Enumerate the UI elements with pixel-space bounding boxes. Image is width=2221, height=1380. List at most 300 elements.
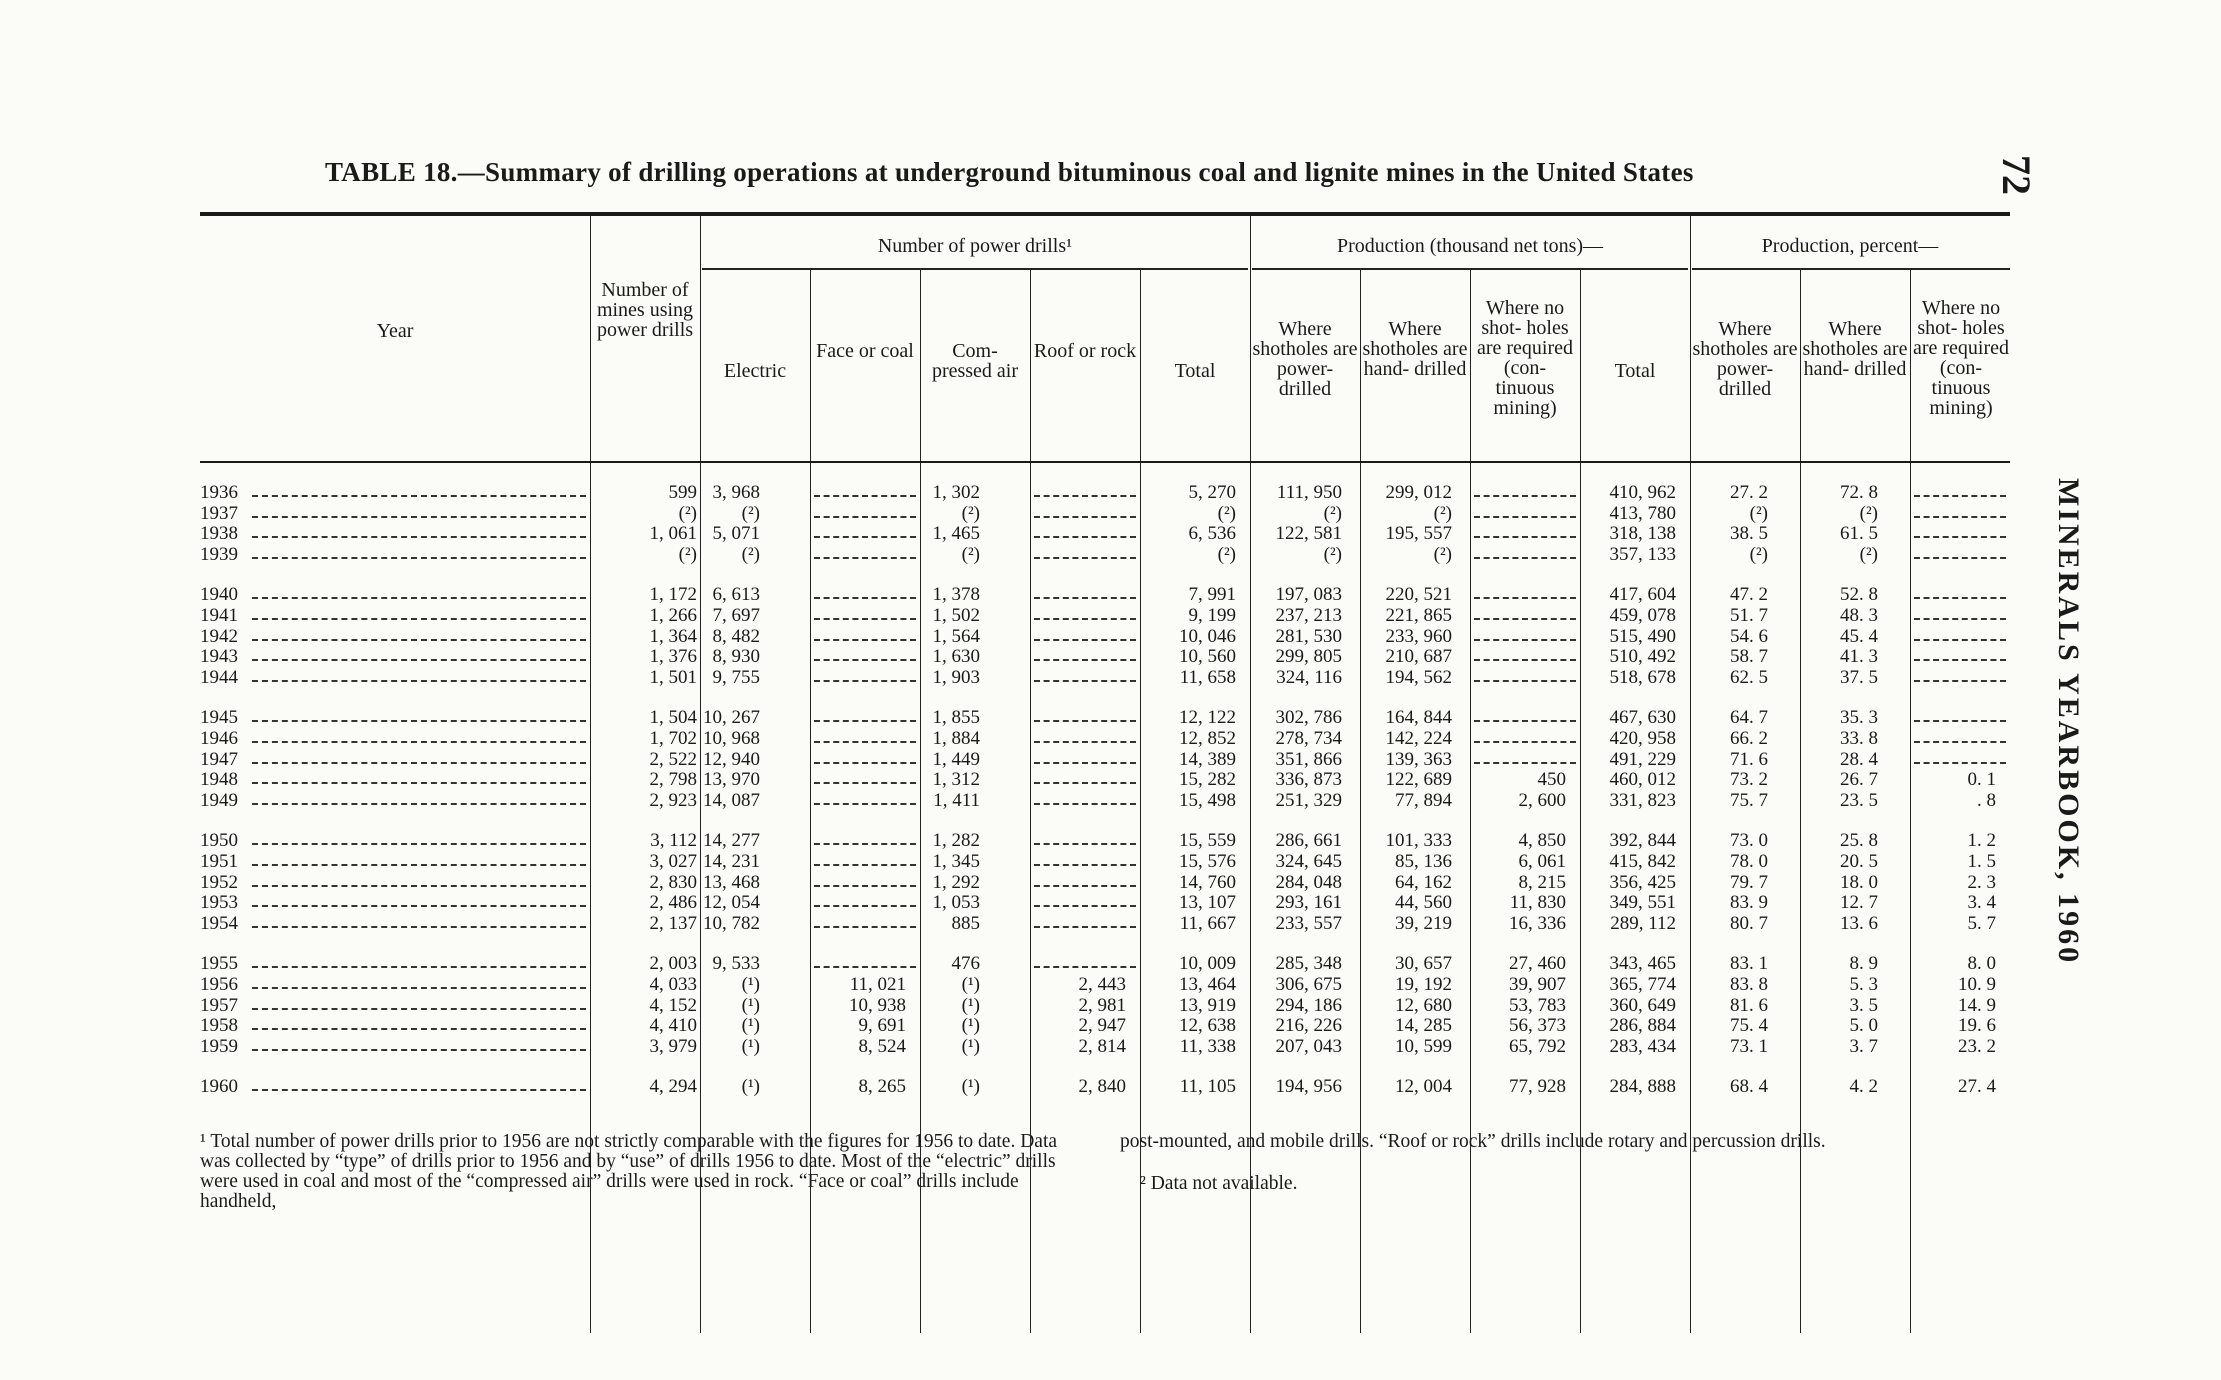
cell-electric: 10, 968 [703,728,760,749]
leader-dots [252,1028,586,1030]
empty-cell-dashes [814,803,916,805]
empty-cell-dashes [1034,639,1136,641]
cell-electric: (¹) [741,994,760,1016]
cell-pp: 78. 0 [1730,851,1768,872]
leader-dots [252,987,586,989]
cell-air: (¹) [961,1015,980,1037]
cell-electric: (²) [741,502,760,524]
cell-pt: 460, 012 [1609,769,1676,791]
cell-mines: 3, 027 [649,851,697,872]
cell-pt: 510, 492 [1609,646,1676,668]
table-title: TABLE 18.—Summary of drilling operations at underground bituminous coal and lignite mines in the United States [325,157,1694,187]
cell-pp: 66. 2 [1730,728,1768,749]
cell-air: (¹) [961,974,980,995]
cell-hd: 12, 004 [1395,1076,1452,1098]
cell-total: 7, 991 [1188,584,1236,606]
footnote-1: ¹ Total number of power drills prior to 1956 are not strictly comparable with the figures for 1956 to date. Data was collected by “type” of drills prior to 1956 and by “use” of drills 1956 to date. Most of the “electric” drills were used in coal and most of the “compressed air” drills were used in rock. “Face or coal” drills include handheld, [200,1131,1058,1212]
table-row [200,708,2010,728]
cell-face: 8, 265 [858,1076,906,1098]
cell-face: 10, 938 [849,994,906,1016]
cell-electric: 8, 482 [712,625,760,647]
cell-pt: 491, 229 [1609,748,1676,770]
cell-pp: 58. 7 [1730,646,1768,668]
cell-pw: (²) [1323,543,1342,565]
cell-pt: 413, 780 [1609,502,1676,524]
cell-pp: 27. 2 [1730,482,1768,503]
row-year: 1941 [200,606,238,626]
cell-electric: 9, 533 [712,953,760,975]
cell-air: 1, 345 [932,851,980,872]
empty-cell-dashes [814,597,916,599]
empty-cell-dashes [1034,618,1136,620]
empty-cell-dashes [1474,536,1576,538]
leader-dots [252,905,586,907]
cell-ph: 3. 5 [1849,994,1878,1016]
cell-total: 15, 576 [1179,851,1236,872]
cell-hd: 299, 012 [1385,482,1452,503]
row-year: 1952 [200,872,238,893]
cell-mines: 2, 923 [649,789,697,811]
cell-pw: 299, 805 [1275,646,1342,668]
table-row [200,831,2010,851]
cell-mines: 2, 486 [649,892,697,914]
cell-air: (¹) [961,994,980,1016]
empty-cell-dashes [814,639,916,641]
cell-electric: (¹) [741,1015,760,1037]
row-year: 1959 [200,1036,238,1057]
cell-pt: 283, 434 [1609,1035,1676,1057]
cell-total: (²) [1217,502,1236,524]
cell-pw: 302, 786 [1275,707,1342,729]
header-face-coal: Face or coal [816,340,914,362]
cell-electric: 13, 468 [703,871,760,893]
header-percent-power-drilled: Where shotholes are power- drilled [1692,318,1798,400]
cell-ph: 37. 5 [1840,666,1878,688]
leader-dots [252,680,586,682]
cell-pt: 360, 649 [1609,994,1676,1016]
empty-cell-dashes [1474,639,1576,641]
cell-pw: 278, 734 [1275,728,1342,749]
cell-ph: 12. 7 [1840,892,1878,914]
cell-total: 11, 338 [1179,1035,1236,1057]
cell-electric: 14, 277 [703,830,760,852]
cell-total: 12, 638 [1179,1015,1236,1037]
cell-hd: 14, 285 [1395,1015,1452,1037]
empty-cell-dashes [1914,516,2006,518]
cell-pp: 38. 5 [1730,523,1768,545]
cell-face: 9, 691 [858,1015,906,1037]
row-year: 1950 [200,831,238,852]
empty-cell-dashes [1034,966,1136,968]
empty-cell-dashes [1034,597,1136,599]
header-percent-no-shotholes: Where no shot- holes are required (con- tinuous mining) [1912,297,2010,419]
cell-ns: 11, 830 [1509,892,1566,914]
cell-total: 10, 560 [1179,646,1236,668]
empty-cell-dashes [1914,762,2006,764]
table-row [200,729,2010,749]
cell-pw: 237, 213 [1275,605,1342,626]
cell-mines: 4, 294 [649,1076,697,1098]
cell-hd: 39, 219 [1395,912,1452,934]
empty-cell-dashes [1034,926,1136,928]
table-row [200,975,2010,995]
row-year: 1947 [200,749,238,770]
cell-air: 476 [951,953,980,975]
cell-mines: 1, 501 [649,666,697,688]
table-row [200,750,2010,770]
cell-air: 1, 630 [932,646,980,668]
cell-mines: 2, 003 [649,953,697,975]
row-year: 1946 [200,729,238,749]
empty-cell-dashes [1034,659,1136,661]
leader-dots [252,741,586,743]
cell-total: 15, 498 [1179,789,1236,811]
cell-air: (¹) [961,1076,980,1098]
cell-hd: 221, 865 [1385,605,1452,626]
table-row [200,585,2010,605]
empty-cell-dashes [1034,536,1136,538]
leader-dots [252,618,586,620]
cell-electric: 13, 970 [703,769,760,791]
leader-dots [252,762,586,764]
empty-cell-dashes [814,741,916,743]
empty-cell-dashes [814,680,916,682]
empty-cell-dashes [1914,618,2006,620]
row-year: 1940 [200,585,238,606]
cell-hd: 194, 562 [1385,666,1452,688]
cell-pw: 111, 950 [1276,482,1342,503]
cell-electric: 12, 940 [703,748,760,770]
cell-mines: 1, 364 [649,625,697,647]
cell-pt: 286, 884 [1609,1015,1676,1037]
empty-cell-dashes [814,536,916,538]
cell-pp: 71. 6 [1730,748,1768,770]
cell-electric: (¹) [741,1035,760,1057]
cell-electric: 10, 267 [703,707,760,729]
cell-electric: 14, 231 [703,851,760,872]
cell-ph: 23. 5 [1840,789,1878,811]
table-row [200,668,2010,688]
header-percent-hand-drilled: Where shotholes are hand- drilled [1802,318,1908,380]
cell-pw: 306, 675 [1275,974,1342,995]
cell-pw: 293, 161 [1275,892,1342,914]
cell-hd: 10, 599 [1395,1035,1452,1057]
empty-cell-dashes [814,495,916,497]
table-row [200,873,2010,893]
cell-hd: 210, 687 [1385,646,1452,668]
cell-ns: 450 [1537,769,1566,791]
cell-ph: 4. 2 [1849,1076,1878,1098]
cell-ns: 77, 928 [1509,1076,1566,1098]
cell-pt: 284, 888 [1609,1076,1676,1098]
cell-pp: 83. 8 [1730,974,1768,995]
cell-pn: 5. 7 [1967,912,1996,934]
cell-pt: 410, 962 [1609,482,1676,503]
table-row [200,606,2010,626]
cell-ph: 33. 8 [1840,728,1878,749]
cell-pp: 81. 6 [1730,994,1768,1016]
cell-ph: (²) [1859,502,1878,524]
cell-pp: (²) [1749,543,1768,565]
leader-dots [252,557,586,559]
empty-cell-dashes [1034,864,1136,866]
leader-dots [252,536,586,538]
cell-hd: 77, 894 [1395,789,1452,811]
header-electric: Electric [723,360,787,382]
cell-pp: 68. 4 [1730,1076,1768,1098]
cell-pw: 281, 530 [1275,625,1342,647]
cell-mines: 1, 172 [649,584,697,606]
cell-ph: 45. 4 [1840,625,1878,647]
cell-pp: 79. 7 [1730,871,1768,893]
cell-ns: 39, 907 [1509,974,1566,995]
cell-pp: 73. 0 [1730,830,1768,852]
empty-cell-dashes [814,843,916,845]
cell-ns: 16, 336 [1509,912,1566,934]
empty-cell-dashes [1914,495,2006,497]
cell-ph: 61. 5 [1840,523,1878,545]
cell-pp: 47. 2 [1730,584,1768,606]
cell-pn: 1. 2 [1967,830,1996,852]
cell-air: 1, 292 [932,871,980,893]
cell-pn: 3. 4 [1967,892,1996,914]
cell-mines: 2, 798 [649,769,697,791]
cell-total: 14, 760 [1179,871,1236,893]
table-row [200,545,2010,565]
cell-pw: 286, 661 [1275,830,1342,852]
empty-cell-dashes [814,618,916,620]
empty-cell-dashes [814,557,916,559]
cell-total: 15, 559 [1179,830,1236,852]
cell-air: 1, 465 [932,523,980,545]
cell-pn: 27. 4 [1958,1076,1996,1098]
cell-mines: 4, 410 [649,1015,697,1037]
leader-dots [252,1049,586,1051]
cell-mines: 1, 061 [649,523,697,545]
row-year: 1958 [200,1016,238,1037]
cell-ph: 28. 4 [1840,748,1878,770]
cell-pt: 318, 138 [1609,523,1676,545]
table-row [200,791,2010,811]
empty-cell-dashes [1914,720,2006,722]
cell-pw: 336, 873 [1275,769,1342,791]
empty-cell-dashes [1034,843,1136,845]
empty-cell-dashes [1034,762,1136,764]
empty-cell-dashes [814,659,916,661]
cell-ph: 5. 0 [1849,1015,1878,1037]
cell-pt: 392, 844 [1609,830,1676,852]
header-power-drilled: Where shotholes are power- drilled [1252,318,1358,400]
cell-ns: 2, 600 [1518,789,1566,811]
cell-pn: 8. 0 [1967,953,1996,975]
row-year: 1938 [200,524,238,545]
cell-mines: 2, 522 [649,748,697,770]
cell-total: 10, 046 [1179,625,1236,647]
cell-air: (²) [961,502,980,524]
empty-cell-dashes [1914,639,2006,641]
cell-pw: 251, 329 [1275,789,1342,811]
cell-total: (²) [1217,543,1236,565]
cell-total: 11, 105 [1179,1076,1236,1098]
row-year: 1953 [200,893,238,914]
cell-total: 13, 107 [1179,892,1236,914]
cell-ph: 18. 0 [1840,871,1878,893]
cell-air: 1, 411 [933,789,980,811]
cell-pw: 194, 956 [1275,1076,1342,1098]
cell-hd: 64, 162 [1395,871,1452,893]
cell-ns: 56, 373 [1509,1015,1566,1037]
cell-air: 885 [951,912,980,934]
cell-pt: 357, 133 [1609,543,1676,565]
empty-cell-dashes [814,762,916,764]
leader-dots [252,843,586,845]
cell-pt: 349, 551 [1609,892,1676,914]
cell-ph: 20. 5 [1840,851,1878,872]
cell-pw: 324, 116 [1276,666,1342,688]
table-row [200,1077,2010,1097]
cell-roof: 2, 981 [1078,994,1126,1016]
cell-pn: 0. 1 [1967,769,1996,791]
cell-mines: 4, 033 [649,974,697,995]
empty-cell-dashes [814,782,916,784]
row-year: 1951 [200,852,238,872]
leader-dots [252,803,586,805]
table-row [200,647,2010,667]
cell-hd: 85, 136 [1395,851,1452,872]
cell-pp: 54. 6 [1730,625,1768,647]
cell-air: 1, 378 [932,584,980,606]
cell-pt: 420, 958 [1609,728,1676,749]
row-year: 1942 [200,626,238,647]
empty-cell-dashes [1474,495,1576,497]
cell-pw: 351, 866 [1275,748,1342,770]
cell-ph: 35. 3 [1840,707,1878,729]
leader-dots [252,495,586,497]
footnote-2: ² Data not available. [1140,1173,1298,1194]
cell-pt: 289, 112 [1610,912,1676,934]
page-number: 72 [1994,155,2039,195]
table-header [200,216,2010,463]
cell-ph: 8. 9 [1849,953,1878,975]
row-year: 1949 [200,790,238,811]
cell-total: 12, 122 [1179,707,1236,729]
cell-pp: 80. 7 [1730,912,1768,934]
cell-mines: 2, 137 [649,912,697,934]
cell-hd: (²) [1433,502,1452,524]
empty-cell-dashes [1034,741,1136,743]
empty-cell-dashes [1034,782,1136,784]
cell-pt: 356, 425 [1609,871,1676,893]
header-no-shotholes: Where no shot- holes are required (con- tinuous mining) [1476,297,1574,419]
cell-ph: (²) [1859,543,1878,565]
cell-total: 9, 199 [1188,605,1236,626]
row-year: 1956 [200,975,238,995]
cell-mines: (²) [678,543,697,565]
cell-electric: 7, 697 [712,605,760,626]
cell-pt: 365, 774 [1609,974,1676,995]
header-year: Year [376,320,414,342]
cell-pt: 415, 842 [1609,851,1676,872]
cell-pt: 518, 678 [1609,666,1676,688]
cell-pn: . 8 [1977,789,1996,811]
cell-electric: 3, 968 [712,482,760,503]
cell-ns: 8, 215 [1518,871,1566,893]
table-row [200,627,2010,647]
empty-cell-dashes [1034,516,1136,518]
cell-air: 1, 502 [932,605,980,626]
table-row [200,914,2010,934]
cell-hd: 220, 521 [1385,584,1452,606]
cell-hd: 12, 680 [1395,994,1452,1016]
cell-air: 1, 564 [932,625,980,647]
cell-pn: 14. 9 [1958,994,1996,1016]
row-year: 1945 [200,708,238,729]
cell-electric: 12, 054 [703,892,760,914]
cell-roof: 2, 814 [1078,1035,1126,1057]
cell-ph: 48. 3 [1840,605,1878,626]
cell-pp: 73. 2 [1730,769,1768,791]
leader-dots [252,639,586,641]
cell-pp: 75. 7 [1730,789,1768,811]
cell-total: 6, 536 [1188,523,1236,545]
empty-cell-dashes [814,966,916,968]
empty-cell-dashes [1914,557,2006,559]
cell-pw: 216, 226 [1275,1015,1342,1037]
header-production-total: Total [1614,360,1656,382]
header-compressed-air: Com- pressed air [931,340,1019,382]
cell-pw: 284, 048 [1275,871,1342,893]
cell-pw: 285, 348 [1275,953,1342,975]
cell-mines: 4, 152 [649,994,697,1016]
empty-cell-dashes [814,864,916,866]
cell-hd: 122, 689 [1385,769,1452,791]
cell-ph: 13. 6 [1840,912,1878,934]
cell-electric: 10, 782 [703,912,760,934]
leader-dots [252,885,586,887]
cell-pt: 343, 465 [1609,953,1676,975]
empty-cell-dashes [814,516,916,518]
cell-air: 1, 302 [932,482,980,503]
cell-ph: 52. 8 [1840,584,1878,606]
empty-cell-dashes [1914,741,2006,743]
cell-pw: 233, 557 [1275,912,1342,934]
cell-air: 1, 903 [932,666,980,688]
empty-cell-dashes [1474,762,1576,764]
cell-air: (¹) [961,1035,980,1057]
leader-dots [252,720,586,722]
table-row [200,954,2010,974]
cell-mines: (²) [678,502,697,524]
empty-cell-dashes [1914,597,2006,599]
empty-cell-dashes [1474,618,1576,620]
cell-ph: 3. 7 [1849,1035,1878,1057]
empty-cell-dashes [1034,680,1136,682]
cell-pp: 62. 5 [1730,666,1768,688]
cell-mines: 3, 979 [649,1035,697,1057]
leader-dots [252,1008,586,1010]
header-group-drills: Number of power drills¹ [877,235,1073,257]
cell-electric: 8, 930 [712,646,760,668]
table-row [200,1037,2010,1057]
cell-air: 1, 449 [932,748,980,770]
cell-pn: 2. 3 [1967,871,1996,893]
cell-hd: (²) [1433,543,1452,565]
cell-ph: 41. 3 [1840,646,1878,668]
cell-total: 15, 282 [1179,769,1236,791]
table-row [200,852,2010,872]
cell-roof: 2, 947 [1078,1015,1126,1037]
cell-pt: 331, 823 [1609,789,1676,811]
